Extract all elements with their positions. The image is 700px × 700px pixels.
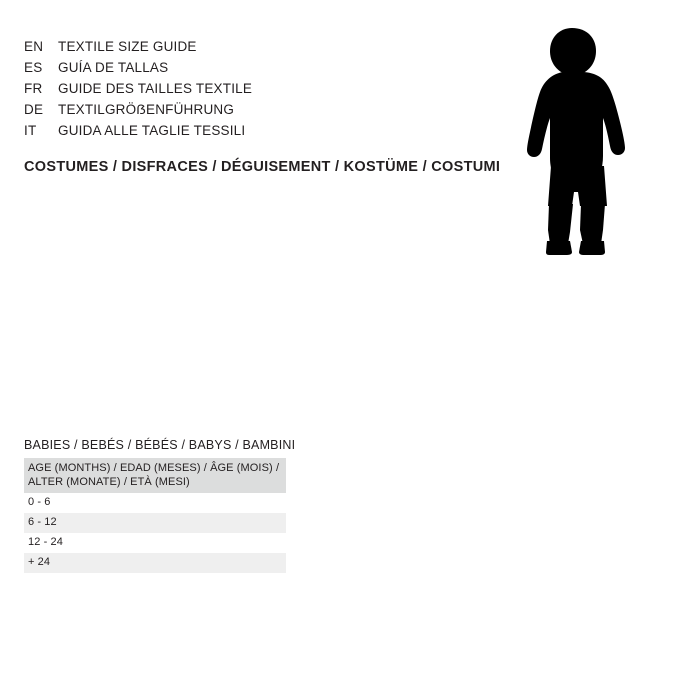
table-header-row (24, 458, 286, 493)
costumes-heading: COSTUMES / DISFRACES / DÉGUISEMENT / KOSTÜME / COSTUMI (24, 159, 501, 175)
table-header-age: AGE (MONTHS) / EDAD (MESES) / ÂGE (MOIS) / ALTER (MONATE) / ETÀ (MESI) (24, 458, 286, 493)
language-code-de: DE (24, 102, 44, 117)
table-row (24, 513, 286, 533)
language-text-it: GUIDA ALLE TAGLIE TESSILI (58, 123, 246, 138)
table-row (24, 533, 286, 553)
table-title: BABIES / BEBÉS / BÉBÉS / BABYS / BAMBINI (24, 438, 296, 452)
size-table (24, 458, 286, 573)
language-text-de: TEXTILGRÖẞENFÜHRUNG (58, 102, 235, 117)
language-text-en: TEXTILE SIZE GUIDE (58, 39, 197, 54)
language-list (24, 36, 444, 141)
language-text-es: GUÍA DE TALLAS (58, 60, 169, 75)
language-row-fr (24, 78, 444, 99)
size-table-head (24, 458, 286, 493)
language-code-es: ES (24, 60, 43, 75)
language-code-fr: FR (24, 81, 43, 96)
language-code-it: IT (24, 123, 37, 138)
language-row-es (24, 57, 444, 78)
table-cell-age-0: 0 - 6 (24, 493, 286, 513)
table-cell-age-1: 6 - 12 (24, 513, 286, 533)
language-text-fr: GUIDE DES TAILLES TEXTILE (58, 81, 253, 96)
language-row-it (24, 120, 444, 141)
table-row (24, 493, 286, 513)
babies-size-table-section (24, 438, 296, 573)
size-table-body (24, 493, 286, 573)
language-row-de (24, 99, 444, 120)
toddler-silhouette-icon (504, 26, 644, 256)
table-cell-age-2: 12 - 24 (24, 533, 286, 553)
table-cell-age-3: + 24 (24, 553, 286, 573)
language-code-en: EN (24, 39, 44, 54)
language-row-en (24, 36, 444, 57)
table-row (24, 553, 286, 573)
